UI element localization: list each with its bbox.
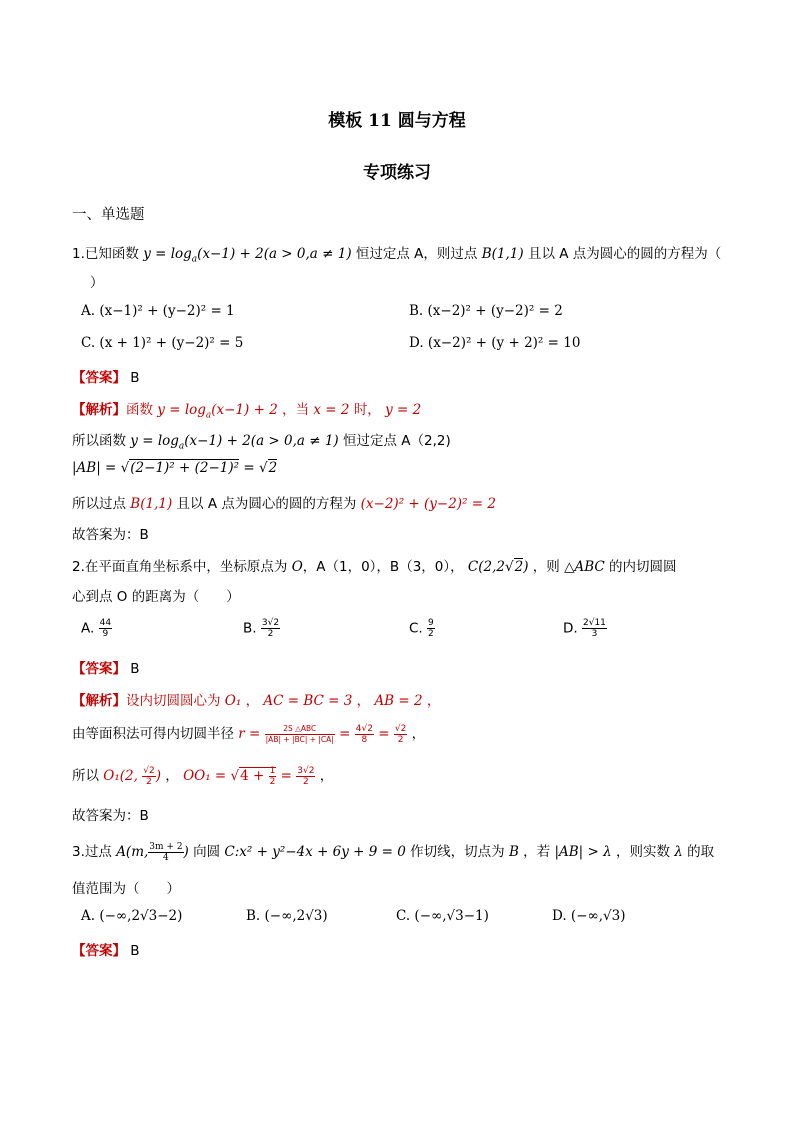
- answer-value: B: [130, 370, 140, 386]
- q2-point-c: C(2,2√2): [467, 559, 529, 575]
- document-subtitle: 专项练习: [363, 163, 431, 183]
- q1-analysis-line4: 所以过点 B(1,1) 且以 A 点为圆心的圆的方程为 (x−2)² + (y−2)² = 2: [72, 496, 496, 512]
- q1-answer: [72, 366, 140, 386]
- q2-stem-line1: 2.在平面直角坐标系中，坐标原点为 O，A（1，0），B（3，0）， C(2,2√2) ，则 △ABC 的内切圆圆: [72, 559, 677, 575]
- answer-label: 【答案】: [72, 661, 126, 677]
- section-heading: 一、单选题: [72, 207, 145, 223]
- q1-stem-line1: [72, 242, 721, 265]
- q3-option-d: D. (−∞,√3): [552, 908, 626, 924]
- q1-stem-mid: 恒过定点 A，则过点: [355, 246, 478, 262]
- q1-analysis-line1: 【解析】函数 $y = \log_a(x-1) + 2$ ，当 x = 2 时， y = 2: [72, 402, 422, 421]
- q1-analysis-function: $y = \log_a(x-1) + 2$: [157, 402, 278, 421]
- analysis-label: 【解析】: [72, 402, 126, 418]
- q3-point-a: A(m, $\frac{3m + 2}{4}$ ): [116, 842, 189, 863]
- q2-answer: [72, 657, 140, 677]
- answer-value: B: [130, 943, 140, 959]
- answer-value: B: [130, 661, 140, 677]
- q2-option-a: A. $\frac{44}{9}$: [81, 618, 112, 639]
- q1-stem-prefix: 1.已知函数: [72, 246, 139, 262]
- q3-option-b: B. (−∞,2√3): [246, 908, 328, 924]
- sqrt-symbol: √: [120, 460, 130, 476]
- q3-answer: [72, 939, 140, 959]
- answer-label: 【答案】: [72, 370, 126, 386]
- q2-stem-line2: 心到点 O 的距离为（ ）: [72, 589, 240, 605]
- q2-analysis-line1: 【解析】设内切圆圆心为 O₁ ， AC = BC = 3 ， AB = 2 ，: [72, 693, 441, 709]
- q3-stem-line2: 值范围为（ ）: [72, 881, 180, 897]
- q2-conclusion: 故答案为：B: [72, 808, 149, 824]
- q2-analysis-line3: 所以 O₁(2, $\frac{√2}{2}$ ) ， OO₁ = √4 + $\frac{1}{2}$ = $\frac{3√2}{2}$ ，: [72, 765, 334, 787]
- q2-option-b: B. $\frac{3√2}{2}$: [243, 618, 280, 639]
- q1-option-c: C. (x + 1)² + (y−2)² = 5: [81, 335, 244, 351]
- q3-stem-line1: 3.过点 A(m, $\frac{3m + 2}{4}$ ) 向圆 C:x² + y²−4x + 6y + 9 = 0 作切线，切点为 B ，若 |AB| > λ ，则实数 λ 的取: [72, 842, 715, 863]
- q3-option-a: A. (−∞,2√3−2): [81, 908, 183, 924]
- q2-option-c: C. $\frac{9}{2}$: [409, 618, 434, 639]
- q1-option-a: A. (x−1)² + (y−2)² = 1: [81, 303, 235, 319]
- q3-option-c: C. (−∞,√3−1): [396, 908, 489, 924]
- q3-circle: C:x² + y²−4x + 6y + 9 = 0: [224, 844, 406, 860]
- q1-stem-close: ）: [90, 275, 104, 291]
- q1-point-b: B(1,1): [481, 246, 524, 262]
- q1-function: $y = \log_a(x-1) + 2(a > 0,a \ne 1)$: [143, 246, 352, 265]
- q1-analysis-line3: |AB| = √(2−1)² + (2−1)² = √2: [72, 460, 278, 476]
- q1-option-b: B. (x−2)² + (y−2)² = 2: [409, 303, 563, 319]
- analysis-label: 【解析】: [72, 693, 126, 709]
- q1-analysis-line2: 所以函数 $y = \log_a(x-1) + 2(a > 0,a \ne 1)$ 恒过定点 A（2,2): [72, 433, 451, 452]
- document-title: 模板 11 圆与方程: [328, 111, 466, 131]
- q1-option-d: D. (x−2)² + (y + 2)² = 10: [409, 335, 581, 351]
- q1-stem-end: 且以 A 点为圆心的圆的方程为（: [527, 246, 722, 262]
- answer-label: 【答案】: [72, 943, 126, 959]
- q2-option-d: D. $\frac{2√11}{3}$: [563, 618, 606, 639]
- q2-analysis-line2: 由等面积法可得内切圆半径 r = $\frac{\text{2S △ABC}}{|AB| + |BC| + |CA|}$ = $\frac{4√2}{8}$ = $\frac{√2}{2}$ ，: [72, 723, 426, 745]
- q1-conclusion: 故答案为：B: [72, 527, 149, 543]
